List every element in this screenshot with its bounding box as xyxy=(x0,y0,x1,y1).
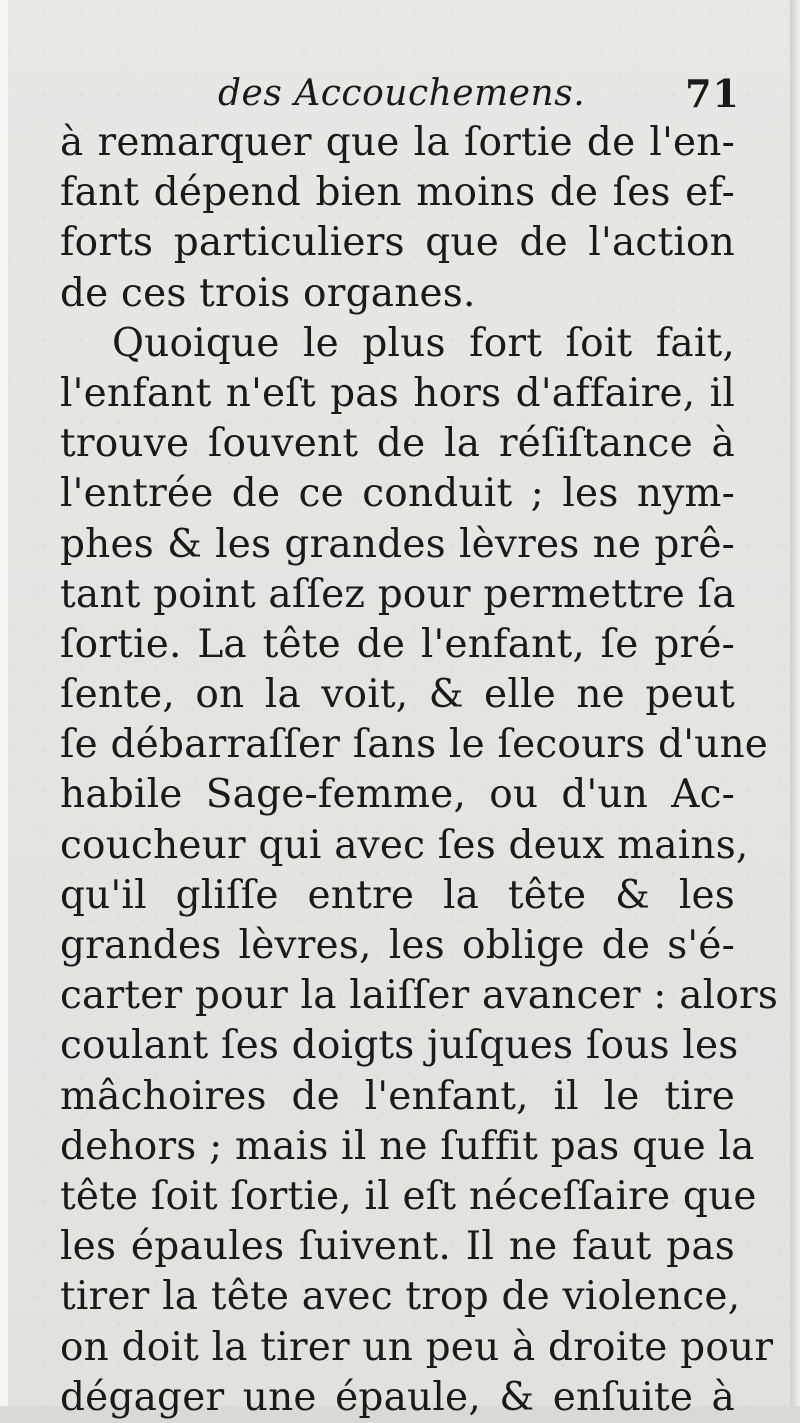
text-line: l'entrée de ce conduit ; les nym- xyxy=(60,471,735,517)
text-line: ſortie. La tête de l'enfant, ſe pré- xyxy=(60,621,735,667)
text-line: Quoique le plus fort ſoit fait, xyxy=(112,320,735,366)
running-head xyxy=(60,66,740,122)
body-text xyxy=(60,118,779,1423)
text-line: habile Sage-femme, ou d'un Ac- xyxy=(60,772,735,818)
text-line: carter pour la laiſſer avancer : alors xyxy=(60,973,779,1019)
text-line: tant point aſſez pour permettre ſa xyxy=(60,571,736,617)
text-line: à remarquer que la ſortie de l'en- xyxy=(60,120,735,165)
running-title: des Accouchemens. xyxy=(218,73,586,114)
text-line: les épaules ſuivent. Il ne faut pas xyxy=(60,1224,735,1270)
text-line: forts particuliers que de l'action xyxy=(60,220,735,266)
text-line: coucheur qui avec ſes deux mains, xyxy=(60,822,749,868)
text-line: tête ſoit ſortie, il eſt néceſſaire que xyxy=(60,1173,757,1219)
text-line: dégager une épaule, & enſuite à xyxy=(60,1374,735,1420)
text-line: l'enfant n'eſt pas hors d'affaire, il xyxy=(60,370,735,416)
text-line: ſe débarraſſer ſans le ſecours d'une xyxy=(60,722,769,768)
page-edge-right xyxy=(790,0,800,1406)
text-line: ſente, on la voit, & elle ne peut xyxy=(60,672,735,718)
text-line: tirer la tête avec trop de violence, xyxy=(60,1274,741,1320)
page-number: 71 xyxy=(685,71,740,116)
text-line: dehors ; mais il ne ſuffit pas que la xyxy=(60,1123,755,1169)
text-line: qu'il gliſſe entre la tête & les xyxy=(60,872,735,918)
text-line: coulant ſes doigts juſques ſous les xyxy=(60,1023,739,1069)
text-line: trouve ſouvent de la réſiſtance à xyxy=(60,421,735,467)
text-line: grandes lèvres, les oblige de s'é- xyxy=(60,923,735,968)
text-line: mâchoires de l'enfant, il le tire xyxy=(60,1073,735,1119)
text-line: phes & les grandes lèvres ne prê- xyxy=(60,521,735,567)
text-line: on doit la tirer un peu à droite pour xyxy=(60,1324,774,1370)
text-line: fant dépend bien moins de ſes ef- xyxy=(60,170,735,216)
page-edge-left xyxy=(0,0,8,1406)
text-line: de ces trois organes. xyxy=(60,270,476,316)
